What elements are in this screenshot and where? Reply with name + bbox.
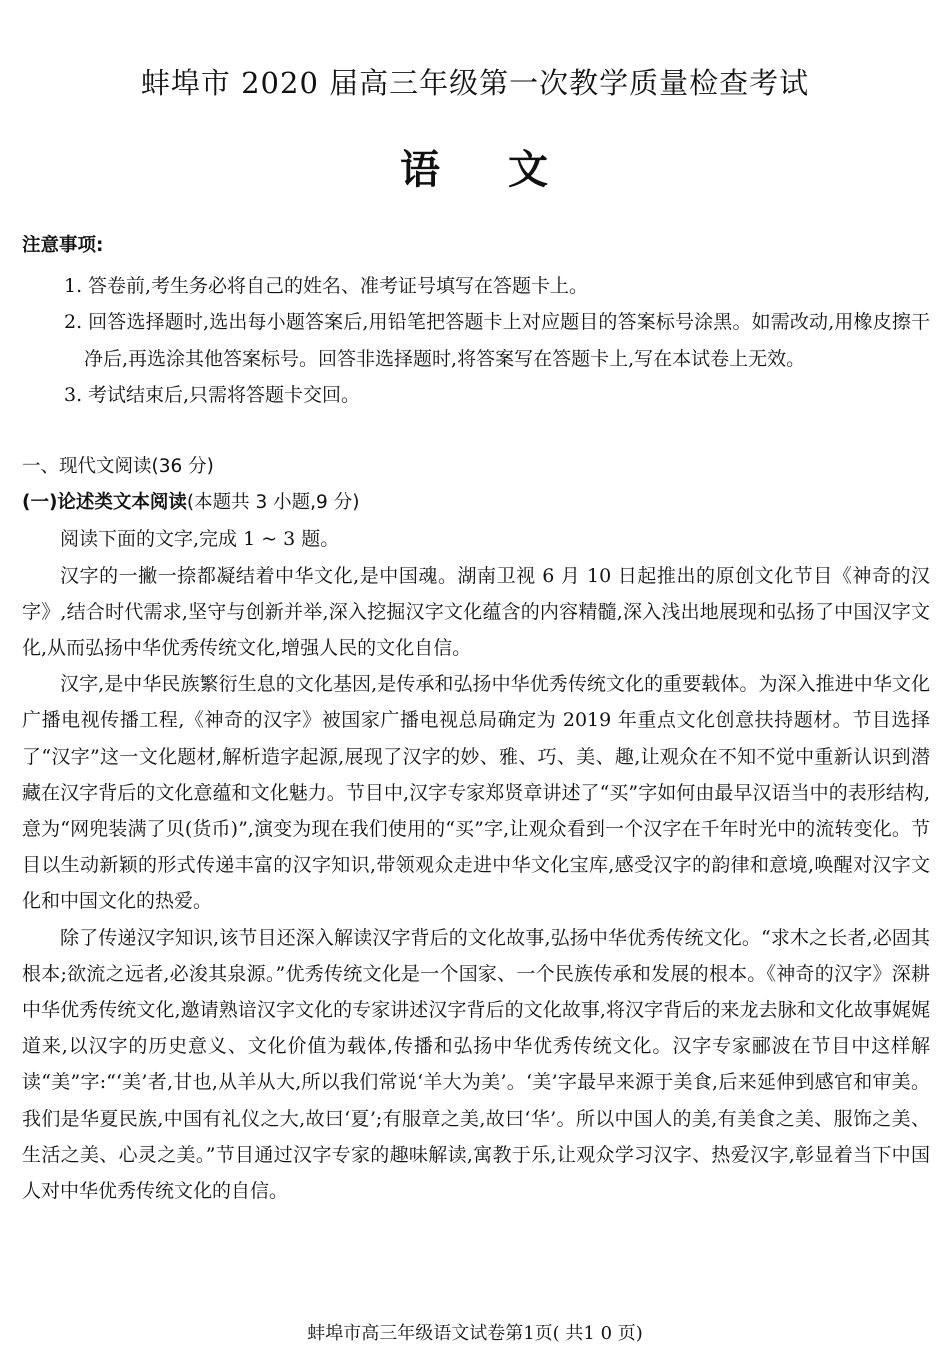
reading-instruction: 阅读下面的文字,完成 1 ~ 3 题。 — [60, 528, 340, 551]
exam-title: 蚌埠市 2020 届高三年级第一次教学质量检查考试 — [140, 66, 810, 100]
section-title: 一、现代文阅读(36 分) — [22, 456, 214, 478]
notice-item-text: 回答选择题时,选出每小题答案后,用铅笔把答题卡上对应题目的答案标号涂黑。如需改动,用橡皮擦干净后,再选涂其他答案标号。回答非选择题时,将答案写在答题卡上,写在本试卷上无效。 — [84, 311, 930, 370]
notice-item — [22, 377, 930, 413]
subject-char-1: 语 — [400, 147, 442, 193]
notice-item — [22, 268, 930, 304]
notice-item — [22, 304, 930, 376]
subsection-title-rest: (本题共 3 小题,9 分) — [186, 492, 360, 514]
notice-item-text: 答卷前,考生务必将自己的姓名、准考证号填写在答题卡上。 — [88, 275, 589, 298]
subject-char-2: 文 — [508, 147, 550, 193]
subsection-title-bold: (一)论述类文本阅读 — [22, 492, 187, 514]
page-body — [22, 228, 930, 1209]
notice-item-number: 1. — [64, 275, 83, 298]
notice-list — [22, 268, 930, 413]
notice-heading: 注意事项: — [22, 235, 104, 256]
notice-item-number: 3. — [64, 383, 83, 406]
notice-item-text: 考试结束后,只需将答题卡交回。 — [88, 383, 361, 406]
subject-title — [0, 140, 950, 200]
subsection-title — [22, 485, 930, 521]
passage-paragraph-2: 汉字,是中华民族繁衍生息的文化基因,是传承和弘扬中华优秀传统文化的重要载体。为深入推进中华文化广播电视传播工程,《神奇的汉字》被国家广播电视总局确定为 2019 年重点文化创意扶持题材。节目选择了“汉字”这一文化题材,解析造字起源,展现了汉字的妙、雅、巧、美、趣,让观众在不知不觉中重新认识到潜藏在汉字背后的文化意蕴和文化魅力。节目中,汉字专家郑贤章讲述了“买”字如何由最早汉语当中的表形结构,意为“网兜装满了贝(货币)”,演变为现在我们使用的“买”字,让观众看到一个汉字在千年时光中的流转变化。节目以生动新颖的形式传递丰富的汉字知识,带领观众走进中华文化宝库,感受汉字的韵律和意境,唤醒对汉字文化和中国文化的热爱。 — [22, 673, 930, 913]
page-footer: 蚌埠市高三年级语文试卷第1页( 共1 0 页) — [307, 1323, 643, 1344]
passage-paragraph-1: 汉字的一撇一捺都凝结着中华文化,是中国魂。湖南卫视 6 月 10 日起推出的原创文化节目《神奇的汉字》,结合时代需求,坚守与创新并举,深入挖掘汉字文化蕴含的内容精髓,深入浅出地展现和弘扬了中国汉字文化,从而弘扬中华优秀传统文化,增强人民的文化自信。 — [22, 564, 930, 660]
notice-item-number: 2. — [64, 311, 83, 334]
passage-paragraph-3: 除了传递汉字知识,该节目还深入解读汉字背后的文化故事,弘扬中华优秀传统文化。“求木之长者,必固其根本;欲流之远者,必浚其泉源。”优秀传统文化是一个国家、一个民族传承和发展的根本。《神奇的汉字》深耕中华优秀传统文化,邀请熟谙汉字文化的专家讲述汉字背后的文化故事,将汉字背后的来龙去脉和文化故事娓娓道来,以汉字的历史意义、文化价值为载体,传播和弘扬中华优秀传统文化。汉字专家郦波在节目中这样解读“美”字:“‘美’者,甘也,从羊从大,所以我们常说‘羊大为美’。‘美’字最早来源于美食,后来延伸到感官和审美。我们是华夏民族,中国有礼仪之大,故曰‘夏’;有服章之美,故曰‘华’。所以中国人的美,有美食之美、服饰之美、生活之美、心灵之美。”节目通过汉字专家的趣味解读,寓教于乐,让观众学习汉字、热爱汉字,彰显着当下中国人对中华优秀传统文化的自信。 — [22, 926, 930, 1203]
